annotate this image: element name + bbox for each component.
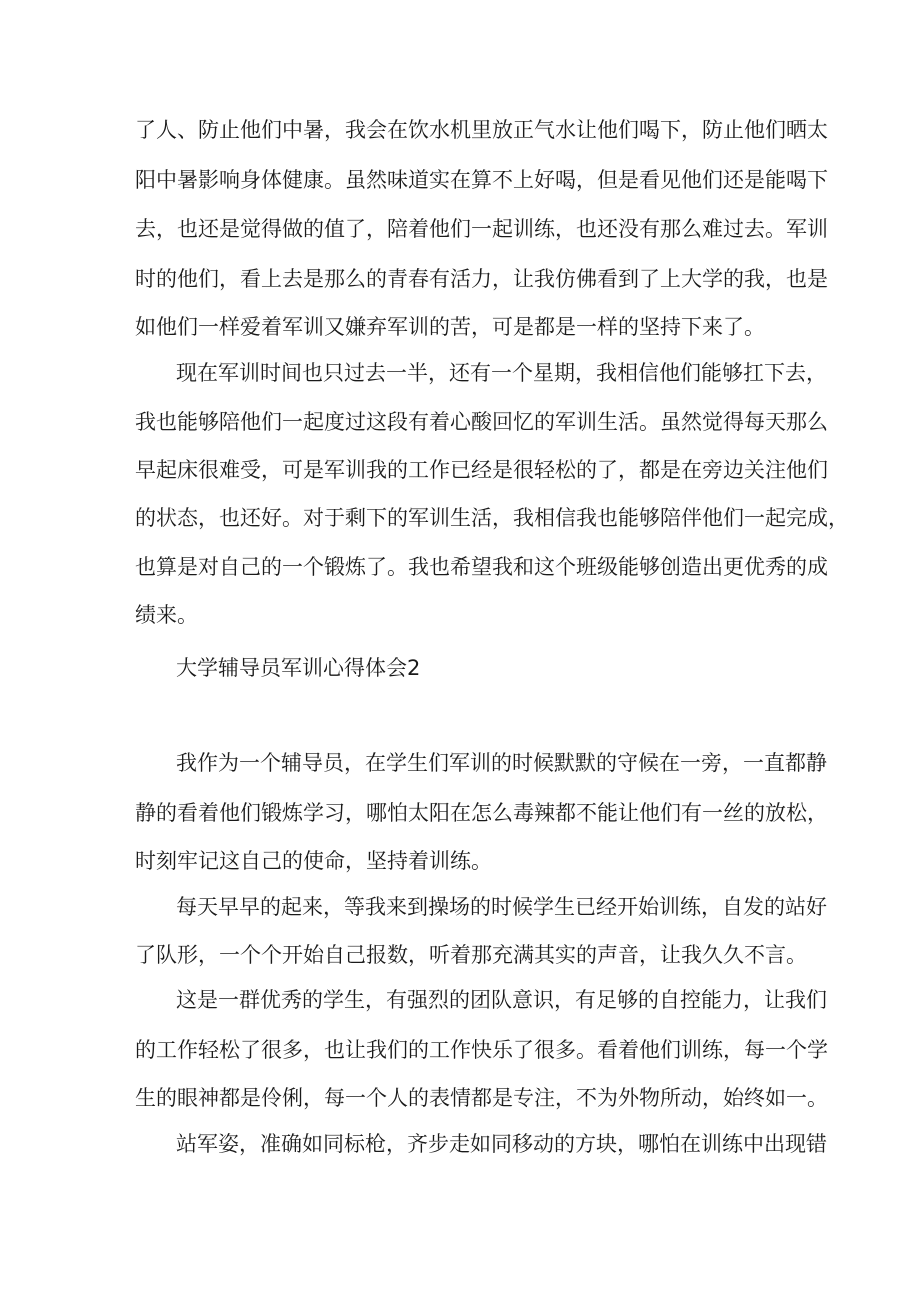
text-line: 也算是对自己的一个锻炼了。我也希望我和这个班级能够创造出更优秀的成 — [135, 555, 828, 579]
text-line: 了人、防止他们中暑，我会在饮水机里放正气水让他们喝下，防止他们晒太 — [135, 118, 828, 142]
text-line: 我作为一个辅导员，在学生们军训的时候默默的守候在一旁，一直都静 — [176, 751, 827, 775]
text-line: 了队形，一个个开始自己报数，听着那充满其实的声音，让我久久不言。 — [135, 943, 807, 967]
text-line: 去，也还是觉得做的值了，陪着他们一起训练，也还没有那么难过去。军训 — [135, 217, 828, 241]
text-line: 生的眼神都是伶俐，每一个人的表情都是专注，不为外物所动，始终如一。 — [135, 1086, 828, 1110]
text-line: 时刻牢记这自己的使命，坚持着训练。 — [135, 849, 492, 873]
text-line: 如他们一样爱着军训又嫌弃军训的苦，可是都是一样的坚持下来了。 — [135, 315, 765, 339]
text-line: 的工作轻松了很多，也让我们的工作快乐了很多。看着他们训练，每一个学 — [135, 1038, 828, 1062]
text-line: 现在军训时间也只过去一半，还有一个星期，我相信他们能够扛下去， — [176, 361, 827, 385]
text-line: 站军姿，准确如同标枪，齐步走如同移动的方块，哪怕在训练中出现错 — [176, 1132, 827, 1156]
text-line: 绩来。 — [135, 603, 198, 627]
text-line: 的状态，也还好。对于剩下的军训生活，我相信我也能够陪伴他们一起完成， — [135, 506, 849, 530]
text-line: 我也能够陪他们一起度过这段有着心酸回忆的军训生活。虽然觉得每天那么 — [135, 410, 828, 434]
text-line: 静的看着他们锻炼学习，哪怕太阳在怎么毒辣都不能让他们有一丝的放松， — [135, 801, 828, 825]
text-line: 早起床很难受，可是军训我的工作已经是很轻松的了，都是在旁边关注他们 — [135, 458, 828, 482]
section-heading: 大学辅导员军训心得体会2 — [176, 656, 421, 680]
text-line: 每天早早的起来，等我来到操场的时候学生已经开始训练，自发的站好 — [176, 895, 827, 919]
text-line: 阳中暑影响身体健康。虽然味道实在算不上好喝，但是看见他们还是能喝下 — [135, 168, 828, 192]
text-line: 这是一群优秀的学生，有强烈的团队意识，有足够的自控能力，让我们 — [176, 988, 827, 1012]
text-line: 时的他们，看上去是那么的青春有活力，让我仿佛看到了上大学的我，也是 — [135, 267, 828, 291]
